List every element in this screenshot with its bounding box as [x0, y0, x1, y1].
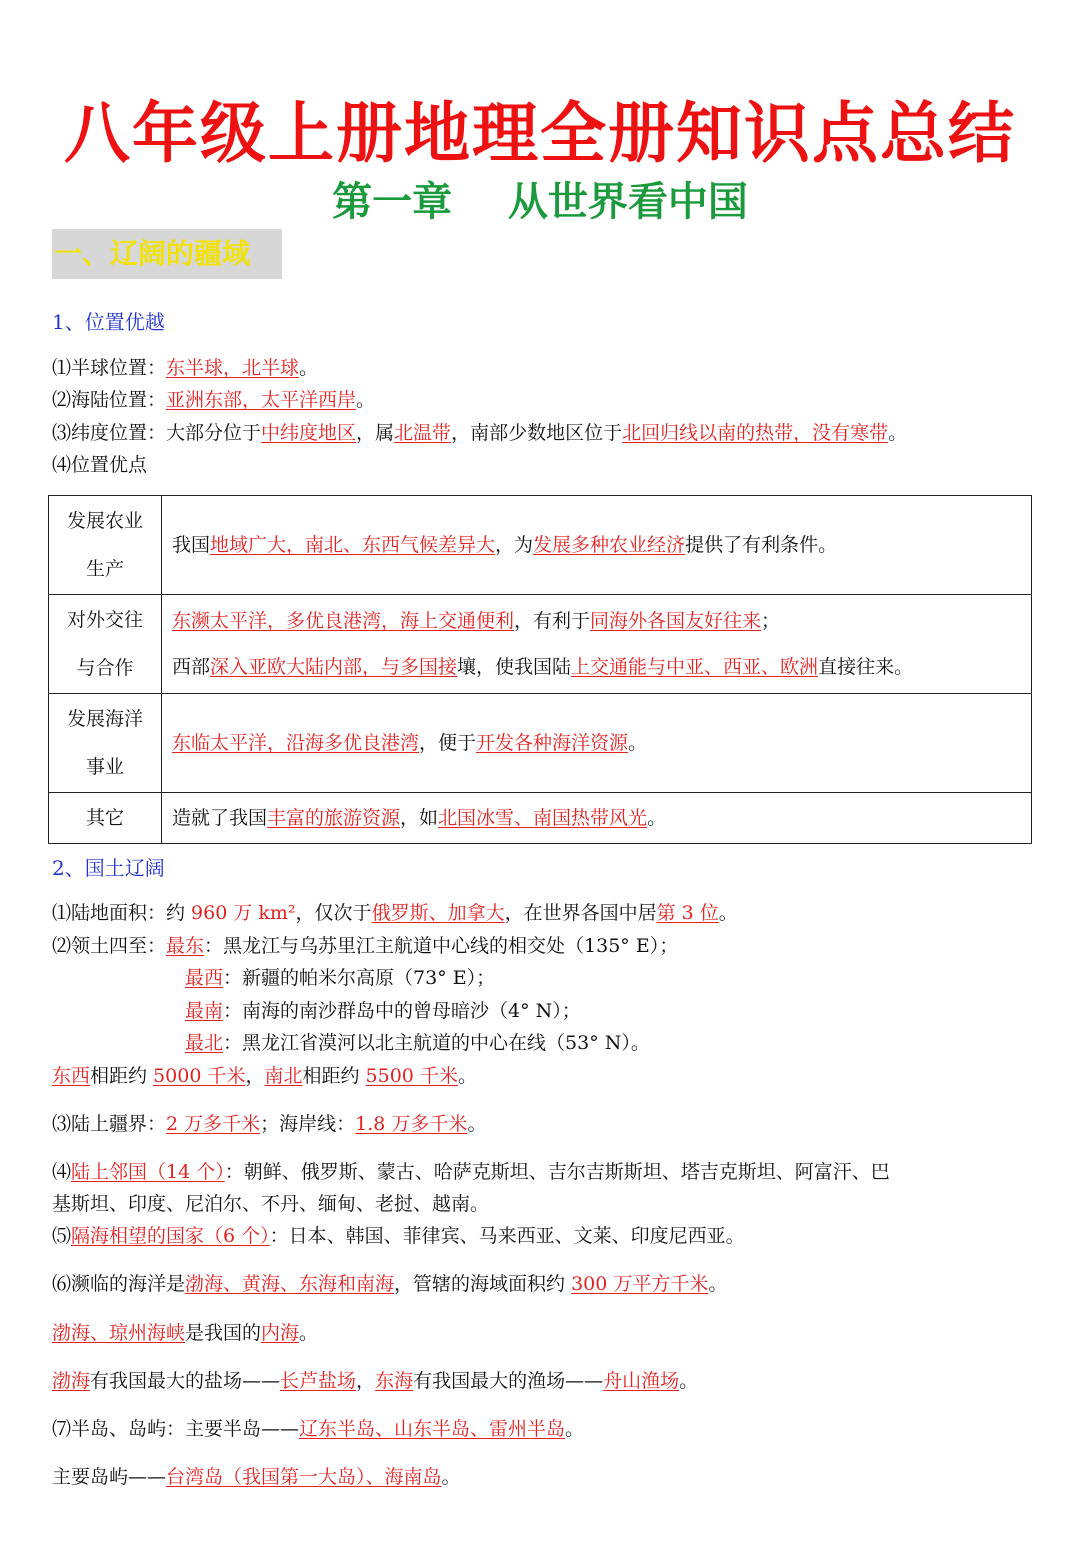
subsection-heading-territory: 2、国土辽阔 [52, 856, 165, 880]
sea-land-line: ⑵海陆位置：亚洲东部，太平洋西岸。 [52, 389, 376, 411]
distance-line: 东西相距约 5000 千米，南北相距约 5500 千米。 [52, 1065, 477, 1087]
inland-sea-line: 渤海、琼州海峡是我国的内海。 [52, 1322, 319, 1344]
extremes-east: ⑵领土四至：最东：黑龙江与乌苏里江主航道中心线的相交处（135° E）； [52, 935, 679, 957]
page-title: 八年级上册地理全册知识点总结 [64, 94, 1016, 172]
latitude-line: ⑶纬度位置：大部分位于中纬度地区，属北温带，南部少数地区位于北回归线以南的热带，没有寒带。 [52, 422, 908, 444]
advantage-table [48, 495, 1032, 844]
row-value: 造就了我国丰富的旅游资源，如北国冰雪、南国热带风光。 [162, 793, 1032, 844]
row-value: 东濒太平洋，多优良港湾，海上交通便利，有利于同海外各国友好往来； 西部深入亚欧大陆内部，与多国接壤，使我国陆上交通能与中亚、西亚、欧洲直接往来。 [162, 595, 1032, 694]
row-key: 对外交往 与合作 [49, 595, 162, 694]
row-value: 我国地域广大，南北、东西气候差异大，为发展多种农业经济提供了有利条件。 [162, 496, 1032, 595]
table-row [49, 793, 1032, 844]
hemisphere-line: ⑴半球位置：东半球，北半球。 [52, 357, 319, 379]
peninsulas-line: ⑺半岛、岛屿：主要半岛——辽东半岛、山东半岛、雷州半岛。 [52, 1418, 585, 1440]
row-key: 发展海洋 事业 [49, 694, 162, 793]
salt-fish-line: 渤海有我国最大的盐场——长芦盐场，东海有我国最大的渔场——舟山渔场。 [52, 1370, 699, 1392]
table-row [49, 694, 1032, 793]
seas-line: ⑹濒临的海洋是渤海、黄海、东海和南海，管辖的海域面积约 300 万平方千米。 [52, 1273, 728, 1295]
advantage-heading: ⑷位置优点 [52, 454, 148, 476]
neighbors-line: ⑷陆上邻国（14 个）：朝鲜、俄罗斯、蒙古、哈萨克斯坦、吉尔吉斯斯坦、塔吉克斯坦、阿富汗、巴 [52, 1161, 890, 1183]
extremes-south: 最南：南海的南沙群岛中的曾母暗沙（4° N）； [185, 1000, 581, 1022]
neighbors-line-2: 基斯坦、印度、尼泊尔、不丹、缅甸、老挝、越南。 [52, 1193, 490, 1215]
sea-neighbors-line: ⑸隔海相望的国家（6 个）：日本、韩国、菲律宾、马来西亚、文莱、印度尼西亚。 [52, 1225, 745, 1247]
row-value: 东临太平洋，沿海多优良港湾，便于开发各种海洋资源。 [162, 694, 1032, 793]
border-line: ⑶陆上疆界：2 万多千米；海岸线：1.8 万多千米。 [52, 1113, 487, 1135]
extremes-north: 最北：黑龙江省漠河以北主航道的中心在线（53° N）。 [185, 1032, 650, 1054]
table-row [49, 595, 1032, 694]
section-heading: 一、辽阔的疆域 [52, 229, 282, 279]
table-row [49, 496, 1032, 595]
islands-line: 主要岛屿——台湾岛（我国第一大岛）、海南岛。 [52, 1466, 461, 1488]
extremes-west: 最西：新疆的帕米尔高原（73° E）； [185, 967, 496, 989]
land-area-line: ⑴陆地面积：约 960 万 km²，仅次于俄罗斯、加拿大，在世界各国中居第 3 位。 [52, 902, 738, 924]
row-key: 发展农业 生产 [49, 496, 162, 595]
subsection-heading-location: 1、位置优越 [52, 310, 165, 334]
row-key: 其它 [49, 793, 162, 844]
chapter-title: 第一章 从世界看中国 [332, 178, 748, 225]
